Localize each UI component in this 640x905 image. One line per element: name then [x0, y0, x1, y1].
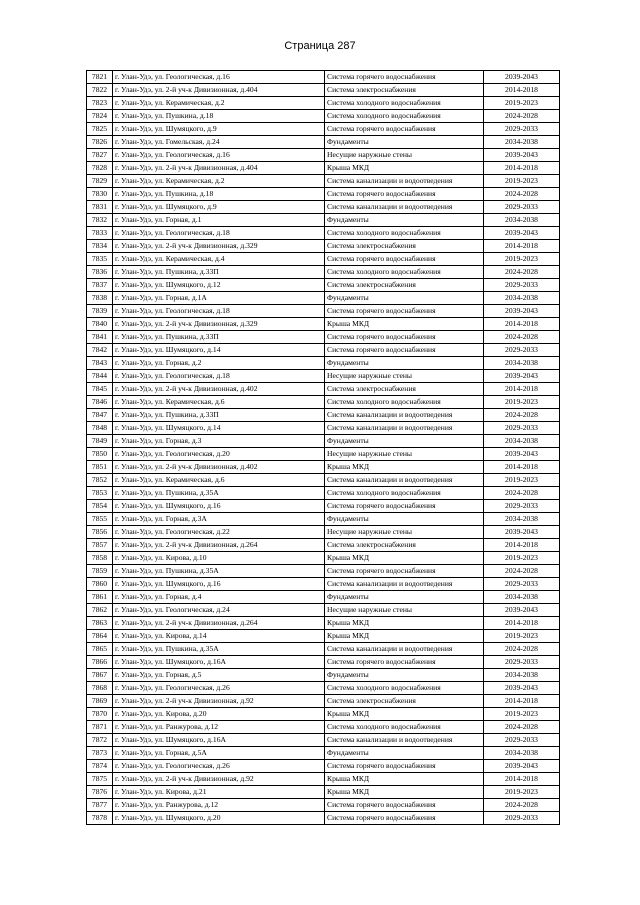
row-number-cell: 7835	[87, 253, 113, 266]
table-row	[87, 552, 560, 565]
building-system-cell: Несущие наружные стены	[325, 526, 484, 539]
table-row	[87, 84, 560, 97]
row-number-cell: 7875	[87, 773, 113, 786]
address-cell: г. Улан-Удэ, ул. Геологическая, д.26	[113, 682, 325, 695]
table-row	[87, 383, 560, 396]
address-cell: г. Улан-Удэ, ул. Пушкина, д.33П	[113, 266, 325, 279]
repair-period-cell: 2019-2023	[484, 708, 560, 721]
row-number-cell: 7852	[87, 474, 113, 487]
row-number-cell: 7854	[87, 500, 113, 513]
building-system-cell: Крыша МКД	[325, 318, 484, 331]
repair-period-cell: 2039-2043	[484, 305, 560, 318]
repair-period-cell: 2014-2018	[484, 240, 560, 253]
address-cell: г. Улан-Удэ, ул. Горная, д.2	[113, 357, 325, 370]
address-cell: г. Улан-Удэ, ул. 2-й уч-к Дивизионная, д.264	[113, 539, 325, 552]
address-cell: г. Улан-Удэ, ул. Горная, д.5	[113, 669, 325, 682]
building-system-cell: Несущие наружные стены	[325, 149, 484, 162]
registry-table	[86, 70, 560, 825]
repair-period-cell: 2014-2018	[484, 84, 560, 97]
repair-period-cell: 2029-2033	[484, 201, 560, 214]
address-cell: г. Улан-Удэ, ул. Горная, д.1	[113, 214, 325, 227]
repair-period-cell: 2029-2033	[484, 578, 560, 591]
building-system-cell: Система электроснабжения	[325, 695, 484, 708]
address-cell: г. Улан-Удэ, ул. Кирова, д.20	[113, 708, 325, 721]
row-number-cell: 7822	[87, 84, 113, 97]
row-number-cell: 7850	[87, 448, 113, 461]
table-row	[87, 695, 560, 708]
building-system-cell: Система холодного водоснабжения	[325, 721, 484, 734]
address-cell: г. Улан-Удэ, ул. Шумяцкого, д.20	[113, 812, 325, 825]
address-cell: г. Улан-Удэ, ул. Геологическая, д.18	[113, 305, 325, 318]
row-number-cell: 7863	[87, 617, 113, 630]
repair-period-cell: 2029-2033	[484, 812, 560, 825]
row-number-cell: 7867	[87, 669, 113, 682]
address-cell: г. Улан-Удэ, ул. Геологическая, д.18	[113, 227, 325, 240]
repair-period-cell: 2039-2043	[484, 71, 560, 84]
row-number-cell: 7853	[87, 487, 113, 500]
table-row	[87, 396, 560, 409]
address-cell: г. Улан-Удэ, ул. Геологическая, д.26	[113, 760, 325, 773]
address-cell: г. Улан-Удэ, ул. Геологическая, д.16	[113, 71, 325, 84]
row-number-cell: 7849	[87, 435, 113, 448]
repair-period-cell: 2024-2028	[484, 721, 560, 734]
row-number-cell: 7848	[87, 422, 113, 435]
table-row	[87, 110, 560, 123]
repair-period-cell: 2024-2028	[484, 565, 560, 578]
address-cell: г. Улан-Удэ, ул. Шумяцкого, д.9	[113, 123, 325, 136]
row-number-cell: 7866	[87, 656, 113, 669]
row-number-cell: 7843	[87, 357, 113, 370]
building-system-cell: Система электроснабжения	[325, 539, 484, 552]
building-system-cell: Система канализации и водоотведения	[325, 422, 484, 435]
building-system-cell: Система электроснабжения	[325, 240, 484, 253]
repair-period-cell: 2019-2023	[484, 253, 560, 266]
table-row	[87, 435, 560, 448]
repair-period-cell: 2034-2038	[484, 214, 560, 227]
row-number-cell: 7838	[87, 292, 113, 305]
building-system-cell: Система горячего водоснабжения	[325, 812, 484, 825]
address-cell: г. Улан-Удэ, ул. Пушкина, д.35А	[113, 643, 325, 656]
table-row	[87, 214, 560, 227]
repair-period-cell: 2019-2023	[484, 630, 560, 643]
address-cell: г. Улан-Удэ, ул. Пушкина, д.35А	[113, 565, 325, 578]
row-number-cell: 7877	[87, 799, 113, 812]
repair-period-cell: 2029-2033	[484, 279, 560, 292]
address-cell: г. Улан-Удэ, ул. Шумяцкого, д.16	[113, 578, 325, 591]
building-system-cell: Система холодного водоснабжения	[325, 227, 484, 240]
row-number-cell: 7842	[87, 344, 113, 357]
repair-period-cell: 2029-2033	[484, 422, 560, 435]
table-row	[87, 357, 560, 370]
repair-period-cell: 2029-2033	[484, 734, 560, 747]
table-row	[87, 97, 560, 110]
table-row	[87, 656, 560, 669]
row-number-cell: 7871	[87, 721, 113, 734]
row-number-cell: 7868	[87, 682, 113, 695]
address-cell: г. Улан-Удэ, ул. Геологическая, д.20	[113, 448, 325, 461]
address-cell: г. Улан-Удэ, ул. Кирова, д.14	[113, 630, 325, 643]
repair-period-cell: 2024-2028	[484, 643, 560, 656]
table-row	[87, 253, 560, 266]
table-row	[87, 643, 560, 656]
address-cell: г. Улан-Удэ, ул. Шумяцкого, д.16А	[113, 656, 325, 669]
row-number-cell: 7845	[87, 383, 113, 396]
repair-period-cell: 2014-2018	[484, 318, 560, 331]
address-cell: г. Улан-Удэ, ул. Пушкина, д.18	[113, 188, 325, 201]
address-cell: г. Улан-Удэ, ул. Шумяцкого, д.14	[113, 344, 325, 357]
row-number-cell: 7864	[87, 630, 113, 643]
building-system-cell: Фундаменты	[325, 292, 484, 305]
address-cell: г. Улан-Удэ, ул. Горная, д.1А	[113, 292, 325, 305]
table-row	[87, 227, 560, 240]
table-row	[87, 344, 560, 357]
repair-period-cell: 2029-2033	[484, 344, 560, 357]
table-row	[87, 734, 560, 747]
repair-period-cell: 2039-2043	[484, 760, 560, 773]
address-cell: г. Улан-Удэ, ул. Геологическая, д.24	[113, 604, 325, 617]
page-title: Страница 287	[284, 40, 356, 52]
table-row	[87, 123, 560, 136]
building-system-cell: Система канализации и водоотведения	[325, 175, 484, 188]
address-cell: г. Улан-Удэ, ул. Керамическая, д.2	[113, 175, 325, 188]
address-cell: г. Улан-Удэ, ул. Шумяцкого, д.16А	[113, 734, 325, 747]
building-system-cell: Крыша МКД	[325, 162, 484, 175]
row-number-cell: 7861	[87, 591, 113, 604]
table-row	[87, 721, 560, 734]
address-cell: г. Улан-Удэ, ул. 2-й уч-к Дивизионная, д.404	[113, 162, 325, 175]
repair-period-cell: 2034-2038	[484, 591, 560, 604]
table-row	[87, 617, 560, 630]
address-cell: г. Улан-Удэ, ул. 2-й уч-к Дивизионная, д.402	[113, 461, 325, 474]
row-number-cell: 7865	[87, 643, 113, 656]
repair-period-cell: 2024-2028	[484, 487, 560, 500]
row-number-cell: 7836	[87, 266, 113, 279]
address-cell: г. Улан-Удэ, ул. Геологическая, д.16	[113, 149, 325, 162]
repair-period-cell: 2039-2043	[484, 149, 560, 162]
repair-period-cell: 2034-2038	[484, 669, 560, 682]
building-system-cell: Система горячего водоснабжения	[325, 500, 484, 513]
repair-period-cell: 2019-2023	[484, 97, 560, 110]
row-number-cell: 7860	[87, 578, 113, 591]
table-row	[87, 409, 560, 422]
repair-period-cell: 2034-2038	[484, 513, 560, 526]
building-system-cell: Фундаменты	[325, 214, 484, 227]
table-row	[87, 799, 560, 812]
row-number-cell: 7859	[87, 565, 113, 578]
building-system-cell: Система холодного водоснабжения	[325, 487, 484, 500]
address-cell: г. Улан-Удэ, ул. Геологическая, д.18	[113, 370, 325, 383]
building-system-cell: Система холодного водоснабжения	[325, 682, 484, 695]
address-cell: г. Улан-Удэ, ул. Керамическая, д.6	[113, 474, 325, 487]
repair-period-cell: 2014-2018	[484, 539, 560, 552]
building-system-cell: Система канализации и водоотведения	[325, 201, 484, 214]
building-system-cell: Фундаменты	[325, 136, 484, 149]
building-system-cell: Фундаменты	[325, 513, 484, 526]
table-row	[87, 370, 560, 383]
row-number-cell: 7856	[87, 526, 113, 539]
building-system-cell: Система горячего водоснабжения	[325, 253, 484, 266]
building-system-cell: Фундаменты	[325, 669, 484, 682]
building-system-cell: Система горячего водоснабжения	[325, 331, 484, 344]
address-cell: г. Улан-Удэ, ул. 2-й уч-к Дивизионная, д.329	[113, 240, 325, 253]
row-number-cell: 7847	[87, 409, 113, 422]
address-cell: г. Улан-Удэ, ул. 2-й уч-к Дивизионная, д.92	[113, 773, 325, 786]
building-system-cell: Система холодного водоснабжения	[325, 266, 484, 279]
building-system-cell: Крыша МКД	[325, 461, 484, 474]
address-cell: г. Улан-Удэ, ул. 2-й уч-к Дивизионная, д.264	[113, 617, 325, 630]
address-cell: г. Улан-Удэ, ул. Горная, д.3	[113, 435, 325, 448]
building-system-cell: Фундаменты	[325, 357, 484, 370]
address-cell: г. Улан-Удэ, ул. Пушкина, д.33П	[113, 331, 325, 344]
table-row	[87, 266, 560, 279]
address-cell: г. Улан-Удэ, ул. Шумяцкого, д.9	[113, 201, 325, 214]
address-cell: г. Улан-Удэ, ул. 2-й уч-к Дивизионная, д.402	[113, 383, 325, 396]
table-row	[87, 240, 560, 253]
table-row	[87, 188, 560, 201]
row-number-cell: 7825	[87, 123, 113, 136]
building-system-cell: Система канализации и водоотведения	[325, 474, 484, 487]
address-cell: г. Улан-Удэ, ул. Шумяцкого, д.16	[113, 500, 325, 513]
table-row	[87, 162, 560, 175]
repair-period-cell: 2034-2038	[484, 357, 560, 370]
table-row	[87, 500, 560, 513]
row-number-cell: 7833	[87, 227, 113, 240]
building-system-cell: Система горячего водоснабжения	[325, 188, 484, 201]
table-row	[87, 305, 560, 318]
row-number-cell: 7878	[87, 812, 113, 825]
building-system-cell: Фундаменты	[325, 747, 484, 760]
repair-period-cell: 2019-2023	[484, 175, 560, 188]
row-number-cell: 7844	[87, 370, 113, 383]
table-row	[87, 669, 560, 682]
building-system-cell: Система холодного водоснабжения	[325, 97, 484, 110]
repair-period-cell: 2039-2043	[484, 604, 560, 617]
table-row	[87, 565, 560, 578]
repair-period-cell: 2019-2023	[484, 786, 560, 799]
row-number-cell: 7872	[87, 734, 113, 747]
registry-table-body	[87, 71, 560, 825]
table-row	[87, 474, 560, 487]
building-system-cell: Система канализации и водоотведения	[325, 409, 484, 422]
row-number-cell: 7873	[87, 747, 113, 760]
repair-period-cell: 2039-2043	[484, 526, 560, 539]
row-number-cell: 7823	[87, 97, 113, 110]
address-cell: г. Улан-Удэ, ул. Ранжурова, д.12	[113, 721, 325, 734]
row-number-cell: 7857	[87, 539, 113, 552]
row-number-cell: 7831	[87, 201, 113, 214]
repair-period-cell: 2029-2033	[484, 500, 560, 513]
repair-period-cell: 2024-2028	[484, 331, 560, 344]
row-number-cell: 7862	[87, 604, 113, 617]
building-system-cell: Крыша МКД	[325, 552, 484, 565]
row-number-cell: 7829	[87, 175, 113, 188]
row-number-cell: 7837	[87, 279, 113, 292]
building-system-cell: Крыша МКД	[325, 773, 484, 786]
row-number-cell: 7827	[87, 149, 113, 162]
address-cell: г. Улан-Удэ, ул. Керамическая, д.2	[113, 97, 325, 110]
repair-period-cell: 2029-2033	[484, 656, 560, 669]
building-system-cell: Система горячего водоснабжения	[325, 656, 484, 669]
repair-period-cell: 2014-2018	[484, 383, 560, 396]
repair-period-cell: 2019-2023	[484, 474, 560, 487]
row-number-cell: 7839	[87, 305, 113, 318]
table-row	[87, 786, 560, 799]
address-cell: г. Улан-Удэ, ул. Кирова, д.10	[113, 552, 325, 565]
table-row	[87, 487, 560, 500]
table-row	[87, 760, 560, 773]
repair-period-cell: 2024-2028	[484, 266, 560, 279]
table-row	[87, 292, 560, 305]
building-system-cell: Фундаменты	[325, 591, 484, 604]
table-row	[87, 578, 560, 591]
repair-period-cell: 2024-2028	[484, 188, 560, 201]
table-row	[87, 318, 560, 331]
table-row	[87, 513, 560, 526]
table-row	[87, 279, 560, 292]
address-cell: г. Улан-Удэ, ул. Пушкина, д.33П	[113, 409, 325, 422]
row-number-cell: 7828	[87, 162, 113, 175]
building-system-cell: Система холодного водоснабжения	[325, 396, 484, 409]
table-row	[87, 591, 560, 604]
repair-period-cell: 2014-2018	[484, 617, 560, 630]
row-number-cell: 7824	[87, 110, 113, 123]
building-system-cell: Система горячего водоснабжения	[325, 123, 484, 136]
address-cell: г. Улан-Удэ, ул. Пушкина, д.35А	[113, 487, 325, 500]
building-system-cell: Система канализации и водоотведения	[325, 734, 484, 747]
row-number-cell: 7870	[87, 708, 113, 721]
row-number-cell: 7832	[87, 214, 113, 227]
address-cell: г. Улан-Удэ, ул. Горная, д.3А	[113, 513, 325, 526]
building-system-cell: Система холодного водоснабжения	[325, 110, 484, 123]
address-cell: г. Улан-Удэ, ул. Керамическая, д.4	[113, 253, 325, 266]
building-system-cell: Система электроснабжения	[325, 84, 484, 97]
repair-period-cell: 2039-2043	[484, 227, 560, 240]
row-number-cell: 7834	[87, 240, 113, 253]
address-cell: г. Улан-Удэ, ул. Шумяцкого, д.14	[113, 422, 325, 435]
repair-period-cell: 2039-2043	[484, 682, 560, 695]
table-row	[87, 136, 560, 149]
row-number-cell: 7876	[87, 786, 113, 799]
repair-period-cell: 2014-2018	[484, 461, 560, 474]
repair-period-cell: 2024-2028	[484, 799, 560, 812]
table-row	[87, 708, 560, 721]
address-cell: г. Улан-Удэ, ул. Кирова, д.21	[113, 786, 325, 799]
building-system-cell: Система электроснабжения	[325, 279, 484, 292]
table-row	[87, 422, 560, 435]
building-system-cell: Система горячего водоснабжения	[325, 344, 484, 357]
building-system-cell: Крыша МКД	[325, 708, 484, 721]
address-cell: г. Улан-Удэ, ул. Пушкина, д.18	[113, 110, 325, 123]
building-system-cell: Несущие наружные стены	[325, 604, 484, 617]
building-system-cell: Крыша МКД	[325, 786, 484, 799]
repair-period-cell: 2039-2043	[484, 448, 560, 461]
repair-period-cell: 2024-2028	[484, 110, 560, 123]
repair-period-cell: 2014-2018	[484, 162, 560, 175]
table-row	[87, 201, 560, 214]
building-system-cell: Несущие наружные стены	[325, 370, 484, 383]
address-cell: г. Улан-Удэ, ул. Шумяцкого, д.12	[113, 279, 325, 292]
building-system-cell: Система горячего водоснабжения	[325, 565, 484, 578]
building-system-cell: Несущие наружные стены	[325, 448, 484, 461]
table-row	[87, 448, 560, 461]
address-cell: г. Улан-Удэ, ул. 2-й уч-к Дивизионная, д.92	[113, 695, 325, 708]
table-row	[87, 149, 560, 162]
building-system-cell: Система горячего водоснабжения	[325, 305, 484, 318]
row-number-cell: 7858	[87, 552, 113, 565]
repair-period-cell: 2024-2028	[484, 409, 560, 422]
repair-period-cell: 2019-2023	[484, 396, 560, 409]
table-row	[87, 630, 560, 643]
row-number-cell: 7874	[87, 760, 113, 773]
address-cell: г. Улан-Удэ, ул. 2-й уч-к Дивизионная, д.404	[113, 84, 325, 97]
building-system-cell: Система горячего водоснабжения	[325, 799, 484, 812]
building-system-cell: Система горячего водоснабжения	[325, 71, 484, 84]
repair-period-cell: 2039-2043	[484, 370, 560, 383]
repair-period-cell: 2029-2033	[484, 123, 560, 136]
table-row	[87, 682, 560, 695]
repair-period-cell: 2034-2038	[484, 292, 560, 305]
address-cell: г. Улан-Удэ, ул. 2-й уч-к Дивизионная, д.329	[113, 318, 325, 331]
row-number-cell: 7830	[87, 188, 113, 201]
address-cell: г. Улан-Удэ, ул. Геологическая, д.22	[113, 526, 325, 539]
row-number-cell: 7855	[87, 513, 113, 526]
table-row	[87, 461, 560, 474]
building-system-cell: Система канализации и водоотведения	[325, 643, 484, 656]
row-number-cell: 7826	[87, 136, 113, 149]
building-system-cell: Крыша МКД	[325, 617, 484, 630]
repair-period-cell: 2014-2018	[484, 773, 560, 786]
table-row	[87, 526, 560, 539]
address-cell: г. Улан-Удэ, ул. Горная, д.5А	[113, 747, 325, 760]
table-row	[87, 604, 560, 617]
building-system-cell: Система горячего водоснабжения	[325, 760, 484, 773]
repair-period-cell: 2014-2018	[484, 695, 560, 708]
repair-period-cell: 2034-2038	[484, 136, 560, 149]
row-number-cell: 7846	[87, 396, 113, 409]
row-number-cell: 7869	[87, 695, 113, 708]
row-number-cell: 7840	[87, 318, 113, 331]
table-row	[87, 773, 560, 786]
repair-period-cell: 2034-2038	[484, 747, 560, 760]
address-cell: г. Улан-Удэ, ул. Ранжурова, д.12	[113, 799, 325, 812]
row-number-cell: 7841	[87, 331, 113, 344]
building-system-cell: Система канализации и водоотведения	[325, 578, 484, 591]
table-row	[87, 331, 560, 344]
repair-period-cell: 2019-2023	[484, 552, 560, 565]
table-row	[87, 812, 560, 825]
address-cell: г. Улан-Удэ, ул. Горная, д.4	[113, 591, 325, 604]
repair-period-cell: 2034-2038	[484, 435, 560, 448]
table-row	[87, 71, 560, 84]
table-row	[87, 747, 560, 760]
row-number-cell: 7821	[87, 71, 113, 84]
building-system-cell: Система электроснабжения	[325, 383, 484, 396]
address-cell: г. Улан-Удэ, ул. Гомельская, д.24	[113, 136, 325, 149]
address-cell: г. Улан-Удэ, ул. Керамическая, д.6	[113, 396, 325, 409]
row-number-cell: 7851	[87, 461, 113, 474]
building-system-cell: Крыша МКД	[325, 630, 484, 643]
table-row	[87, 175, 560, 188]
table-row	[87, 539, 560, 552]
building-system-cell: Фундаменты	[325, 435, 484, 448]
